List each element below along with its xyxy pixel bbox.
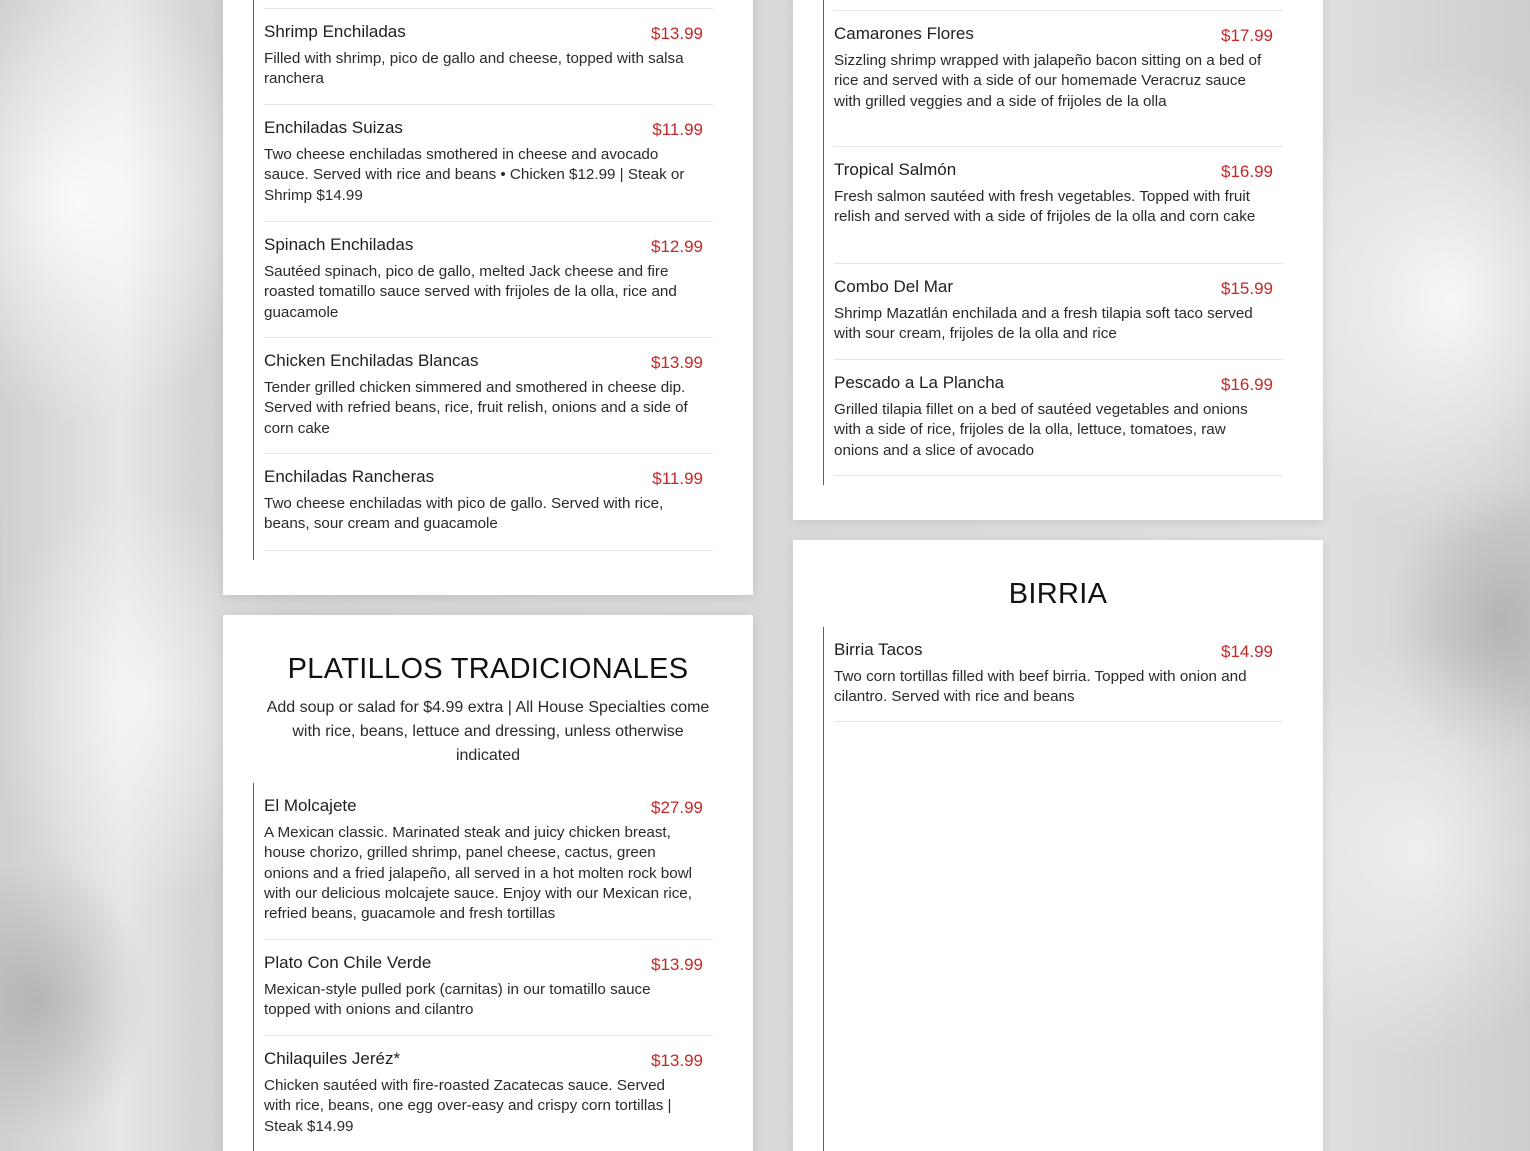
menu-item <box>834 147 1283 264</box>
menu-item-description: Sautéed spinach, pico de gallo, melted Jack cheese and fire roasted tomatillo sauce served with frijoles de la olla, rice and guacamole <box>264 263 677 321</box>
birria-card <box>793 540 1323 1151</box>
menu-item-price: $13.99 <box>651 24 703 43</box>
menu-item-description: Two cheese enchiladas smothered in cheese and avocado sauce. Served with rice and beans • Chicken $12.99 | Steak or Shrimp $14.99 <box>264 146 685 204</box>
menu-item-name: Camarones Flores <box>834 24 974 43</box>
menu-item-price: $27.99 <box>651 798 703 817</box>
menu-item <box>834 11 1283 147</box>
menu-item-description: Two corn tortillas filled with beef birria. Topped with onion and cilantro. Served with rice and beans <box>834 668 1247 706</box>
menu-item <box>264 454 713 551</box>
menu-item-name: Spinach Enchiladas <box>264 235 414 254</box>
menu-item-name: Tropical Salmón <box>834 160 957 179</box>
menu-item-price: $17.99 <box>1221 26 1273 45</box>
menu-item-description: Two cheese enchiladas with pico de gallo. Served with rice, beans, sour cream and guacamole <box>264 495 664 533</box>
menu-item-price: $16.99 <box>1221 162 1273 181</box>
menu-item-description: Sizzling shrimp wrapped with jalapeño bacon sitting on a bed of rice and served with a side of our homemade Veracruz sauce with grilled veggies and a side of frijoles de la olla <box>834 52 1262 110</box>
section-title: BIRRIA <box>1008 578 1108 610</box>
menu-item-price: $12.99 <box>651 237 703 256</box>
menu-item-name: El Molcajete <box>264 796 357 815</box>
menu-item-description: Shrimp Mazatlán enchilada and a fresh tilapia soft taco served with sour cream, frijoles de la olla and rice <box>834 305 1253 343</box>
menu-item-name: Enchiladas Rancheras <box>264 467 435 486</box>
platillos-tradicionales-card <box>223 615 753 1151</box>
mariscos-card <box>793 0 1323 520</box>
menu-item-name: Chicken Enchiladas Blancas <box>264 351 479 370</box>
menu-item-price: $11.99 <box>652 469 703 488</box>
menu-item <box>264 783 713 940</box>
menu-item-price: $11.99 <box>652 120 703 139</box>
menu-item-price: $13.99 <box>651 1051 703 1070</box>
menu-item <box>264 222 713 338</box>
menu-item-name: Shrimp Enchiladas <box>264 22 406 41</box>
menu-item <box>264 940 713 1036</box>
enchiladas-menu-list <box>253 0 714 560</box>
menu-item-price: $14.99 <box>1221 642 1273 661</box>
menu-item-name: Plato Con Chile Verde <box>264 953 432 972</box>
menu-item-name: Enchiladas Suizas <box>264 118 403 137</box>
section-subtitle: Add soup or salad for $4.99 extra | All House Specialties come with rice, beans, lettuce and dressing, unless otherwise indicated <box>266 699 710 764</box>
menu-item-name: Pescado a La Plancha <box>834 373 1005 392</box>
menu-item-price: $16.99 <box>1221 375 1273 394</box>
section-title: PLATILLOS TRADICIONALES <box>287 653 689 685</box>
menu-item-name: Birria Tacos <box>834 640 923 659</box>
menu-item-description: Filled with shrimp, pico de gallo and cheese, topped with salsa ranchera <box>264 50 684 88</box>
menu-item <box>834 360 1283 476</box>
menu-item-price: $13.99 <box>651 353 703 372</box>
menu-item-name: Combo Del Mar <box>834 277 954 296</box>
menu-item <box>264 1036 713 1146</box>
menu-item <box>264 338 713 454</box>
platillos-menu-list <box>253 783 714 1151</box>
menu-item-description: Grilled tilapia fillet on a bed of sautéed vegetables and onions with a side of rice, frijoles de la olla, lettuce, tomatoes, raw onions and a slice of avocado <box>834 401 1248 459</box>
menu-item <box>834 627 1283 722</box>
menu-item-price: $13.99 <box>651 955 703 974</box>
menu-item-price: $15.99 <box>1221 279 1273 298</box>
menu-item-description: A Mexican classic. Marinated steak and juicy chicken breast, house chorizo, grilled shrimp, panel cheese, cactus, green onions and a fried jalapeño, all served in a hot molten rock bowl with our delicious molcajete sauce. Enjoy with our Mexican rice, refried beans, guacamole and fresh tortillas <box>264 824 693 923</box>
menu-item <box>264 105 713 222</box>
mariscos-menu-list <box>823 0 1284 485</box>
enchiladas-card <box>223 0 753 595</box>
menu-item <box>834 264 1283 360</box>
menu-item <box>264 9 713 105</box>
menu-item-description: Tender grilled chicken simmered and smothered in cheese dip. Served with refried beans, rice, fruit relish, onions and a side of corn cake <box>264 379 688 437</box>
menu-item-description: Mexican-style pulled pork (carnitas) in our tomatillo sauce topped with onions and cilantro <box>264 981 651 1019</box>
menu-item-description: Fresh salmon sautéed with fresh vegetables. Topped with fruit relish and served with a side of frijoles de la olla and corn cake <box>834 188 1256 226</box>
menu-item-name: Chilaquiles Jeréz* <box>264 1049 401 1068</box>
birria-menu-list <box>823 627 1284 1151</box>
menu-item-description: Chicken sautéed with fire-roasted Zacatecas sauce. Served with rice, beans, one egg over-easy and crispy corn tortillas | Steak $14.99 <box>264 1077 672 1135</box>
